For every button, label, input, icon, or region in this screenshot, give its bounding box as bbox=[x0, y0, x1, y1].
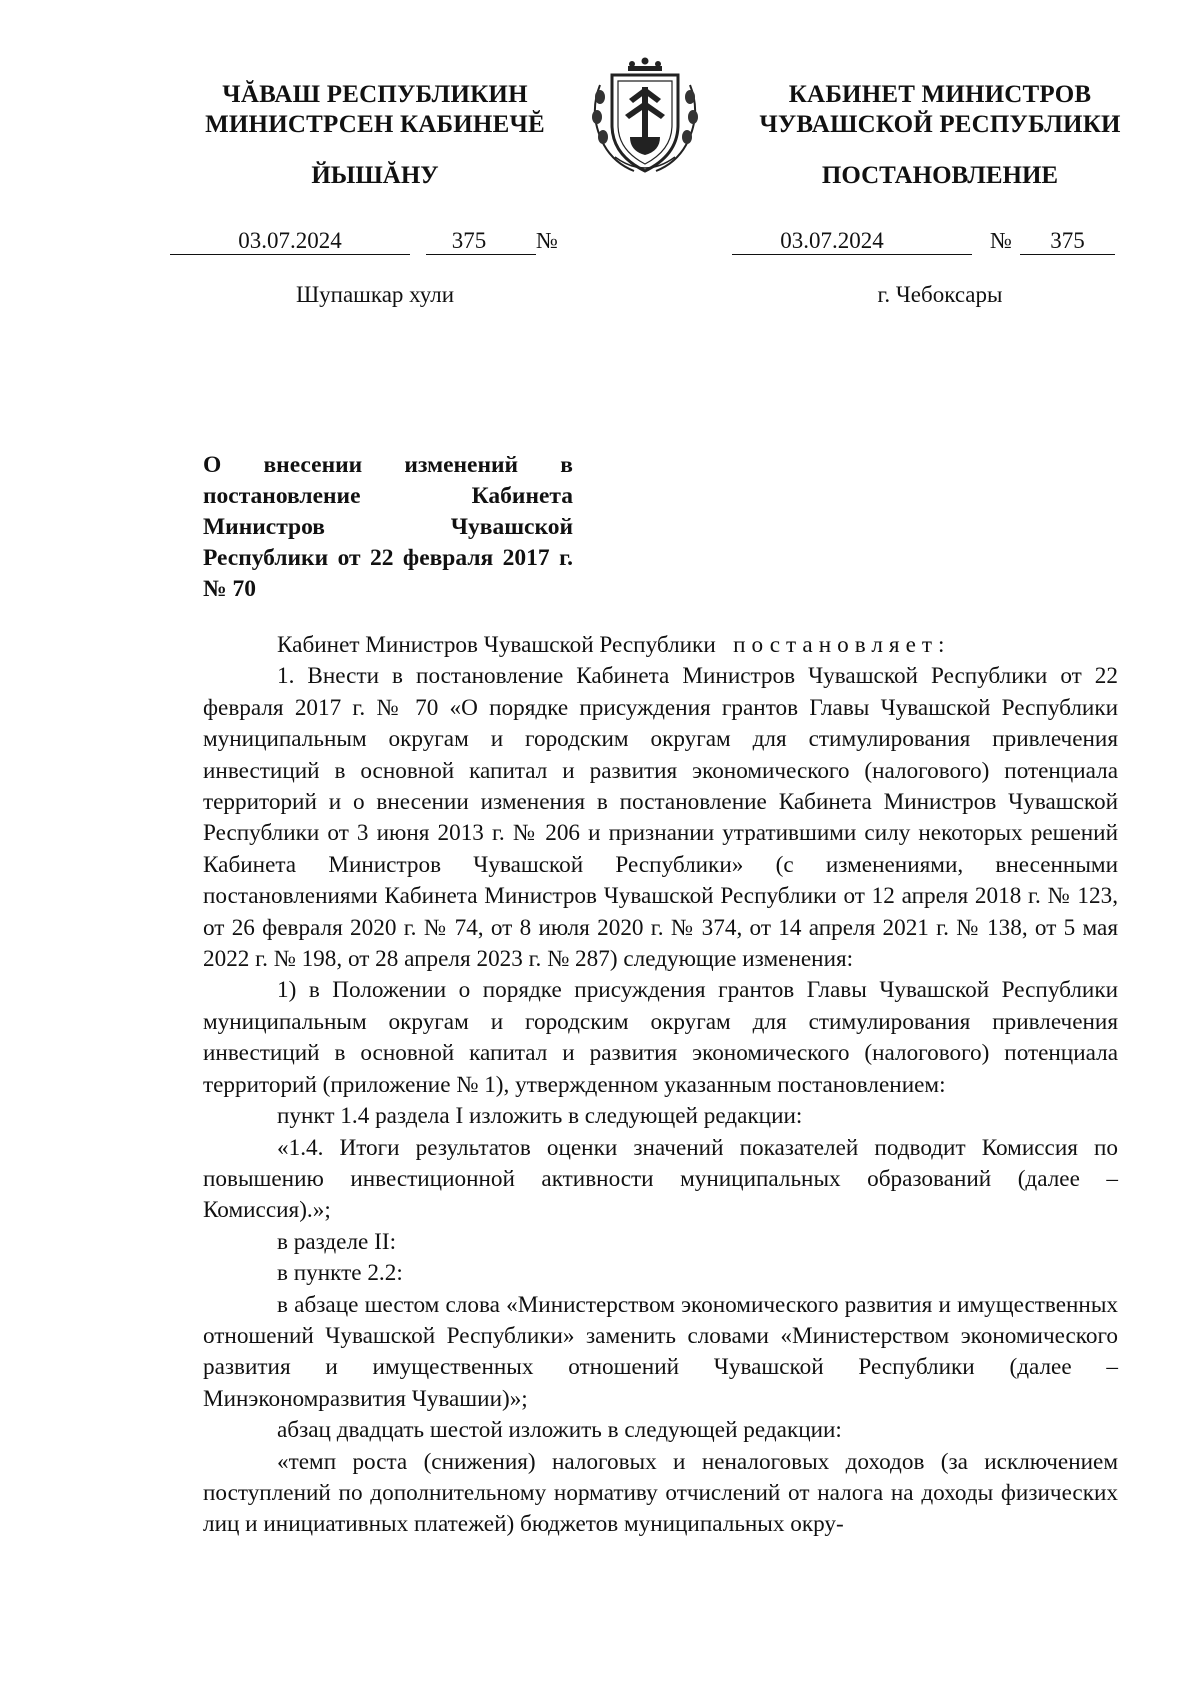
city-russian: г. Чебоксары bbox=[877, 282, 1003, 307]
body-paragraph: в разделе II: bbox=[277, 1228, 397, 1255]
left-date-underline bbox=[170, 254, 410, 255]
body-paragraph: «1.4. Итоги результатов оценки значений показателей подводит Комиссия по повышению инвестиционной активности муниципальных образований (далее – Комиссия).»; bbox=[203, 1134, 1118, 1224]
ministry-name-chuvash bbox=[170, 80, 580, 140]
ministry-name-russian-line2: ЧУВАШСКОЙ РЕСПУБЛИКИ bbox=[759, 111, 1121, 138]
ministry-name-russian bbox=[730, 80, 1150, 140]
right-number: 375 bbox=[1050, 228, 1085, 253]
body-paragraph: 1) в Положении о порядке присуждения грантов Главы Чувашской Республики муниципальным округам и городским округам для стимулирования привлечения инвестиций в основной капитал и развития экономического (налогового) потенциала территорий (приложение № 1), утвержденном указанным постановлением: bbox=[203, 977, 1118, 1098]
body-paragraph: абзац двадцать шестой изложить в следующей редакции: bbox=[277, 1417, 842, 1444]
body-paragraph: в пункте 2.2: bbox=[277, 1260, 403, 1287]
ministry-name-chuvash-line1: ЧĂВАШ РЕСПУБЛИКИН bbox=[222, 81, 528, 108]
ministry-name-chuvash-line2: МИНИСТРСЕН КАБИНЕЧĔ bbox=[205, 111, 545, 138]
body-paragraph: в абзаце шестом слова «Министерством экономического развития и имущественных отношений Чувашской Республики» заменить словами «Министерством экономического развития и имущественных отношений Чувашской Республики (далее – Минэкономразвития Чувашии)»; bbox=[203, 1291, 1118, 1412]
coat-of-arms-icon bbox=[570, 55, 720, 180]
right-number-sign: № bbox=[990, 228, 1012, 253]
body-paragraph: «темп роста (снижения) налоговых и неналоговых доходов (за исключением поступлений по дополнительному нормативу отчислений от налога на доходы физических лиц и инициативных платежей) бюджетов муниципальных окру- bbox=[203, 1448, 1118, 1538]
left-number-underline bbox=[426, 254, 536, 255]
right-date-underline bbox=[732, 254, 972, 255]
doc-type-chuvash: ЙЫШĂНУ bbox=[311, 162, 439, 189]
body-paragraph: пункт 1.4 раздела I изложить в следующей редакции: bbox=[277, 1103, 803, 1130]
intro-spaced: постановляет: bbox=[733, 632, 951, 658]
document-title: О внесении изменений в постановление Кабинета Министров Чувашской Республики от 22 февраля 2017 г. № 70 bbox=[203, 452, 573, 602]
intro-paragraph bbox=[203, 630, 1118, 661]
document-body bbox=[203, 630, 1118, 1541]
left-number: 375 bbox=[451, 228, 487, 253]
ministry-name-russian-line1: КАБИНЕТ МИНИСТРОВ bbox=[788, 81, 1092, 108]
body-paragraph: 1. Внести в постановление Кабинета Министров Чувашской Республики от 22 февраля 2017 г. № 70 «О порядке присуждения грантов Главы Чувашской Республики муниципальным округам и городским округам для стимулирования привлечения инвестиций в основной капитал и развития экономического (налогового) потенциала территорий и о внесении изменения в постановление Кабинета Министров Чувашской Республики от 3 июня 2013 г. № 206 и признании утратившими силу некоторых решений Кабинета Министров Чувашской Республики» (с изменениями, внесенными постановлениями Кабинета Министров Чувашской Республики от 12 апреля 2018 г. № 123, от 26 февраля 2020 г. № 74, от 8 июля 2020 г. № 374, от 14 апреля 2021 г. № 138, от 5 мая 2022 г. № 198, от 28 апреля 2023 г. № 287) следующие изменения: bbox=[203, 663, 1118, 973]
left-number-sign: № bbox=[536, 228, 558, 253]
right-date: 03.07.2024 bbox=[780, 228, 884, 253]
city-chuvash: Шупашкар хули bbox=[295, 282, 455, 307]
right-number-underline bbox=[1020, 254, 1115, 255]
left-date: 03.07.2024 bbox=[238, 228, 342, 253]
doc-type-russian: ПОСТАНОВЛЕНИЕ bbox=[821, 162, 1059, 189]
intro-prefix: Кабинет Министров Чувашской Республики bbox=[277, 632, 716, 658]
